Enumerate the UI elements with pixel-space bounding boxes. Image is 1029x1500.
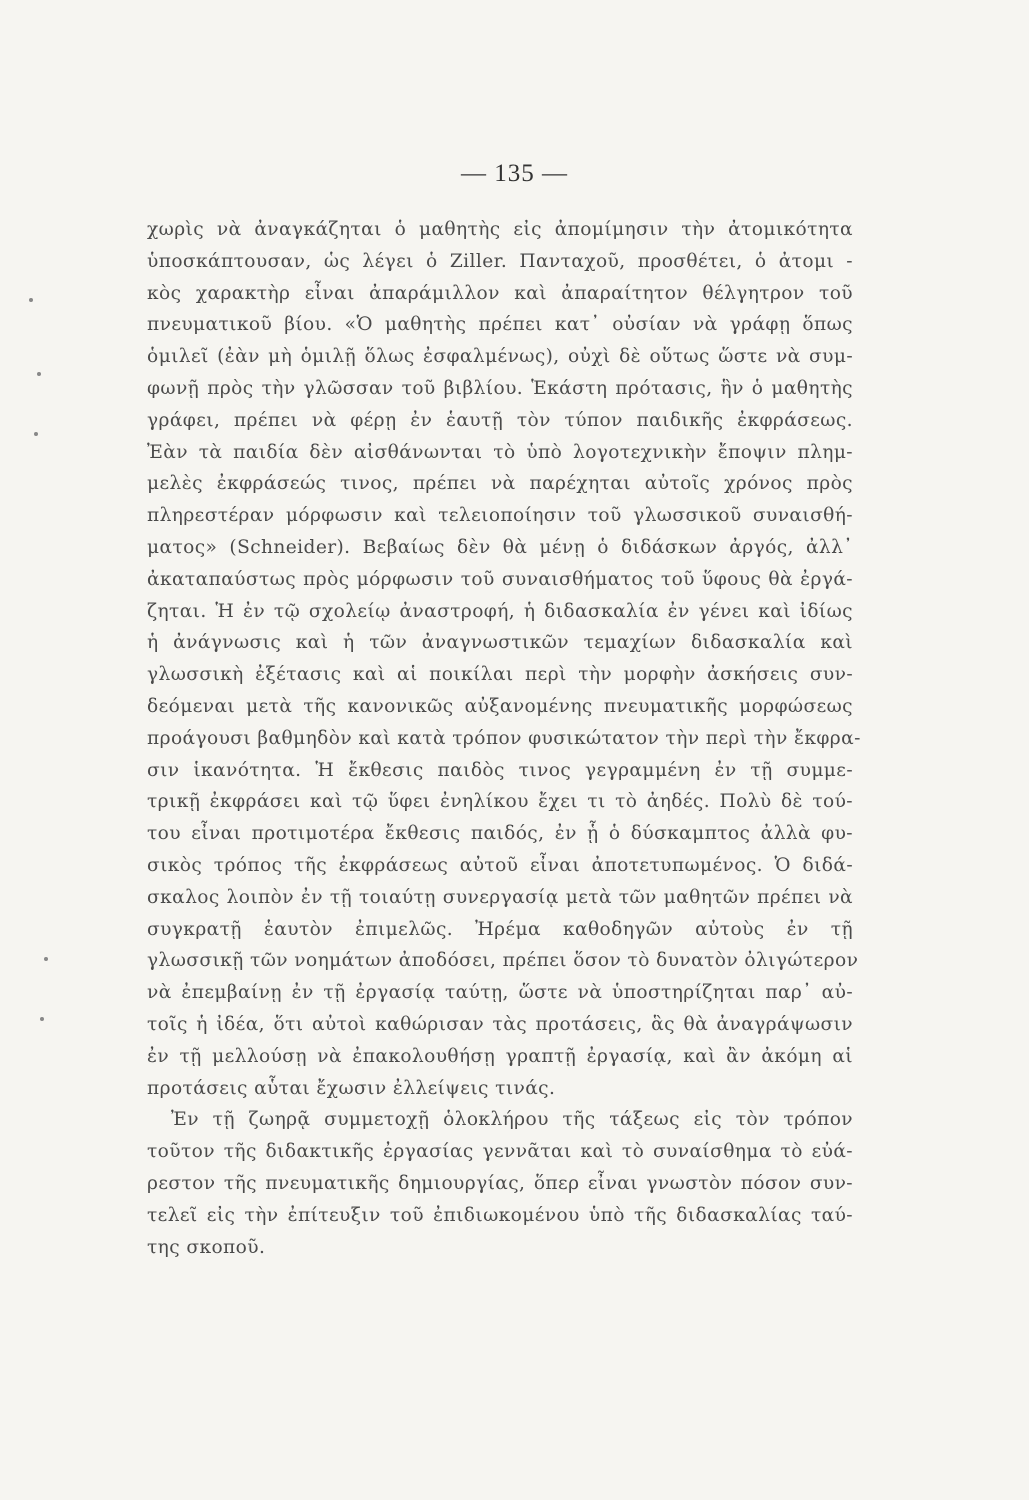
- body-text: [147, 214, 861, 1263]
- text-line: τοῖς ἡ ἰδέα, ὅτι αὐτοὶ καθώρισαν τὰς προτάσεις, ἃς θὰ ἀναγράψωσιν: [147, 1013, 853, 1035]
- text-line: τρικῇ ἐκφράσει καὶ τῷ ὕφει ἐνηλίκου ἔχει τι τὸ ἀηδές. Πολὺ δὲ τού-: [147, 791, 853, 813]
- text-line: γλωσσικὴ ἐξέτασις καὶ αἱ ποικίλαι περὶ τὴν μορφὴν ἀσκήσεις συν-: [147, 664, 853, 686]
- text-line: συγκρατῇ ἑαυτὸν ἐπιμελῶς. Ἠρέμα καθοδηγῶν αὐτοὺς ἐν τῇ: [147, 918, 853, 940]
- text-line: προάγουσι βαθμηδὸν καὶ κατὰ τρόπον φυσικώτατον τὴν περὶ τὴν ἔκφρα-: [147, 727, 861, 749]
- text-line: πνευματικοῦ βίου. «Ὁ μαθητὴς πρέπει κατ᾽ οὐσίαν νὰ γράφῃ ὅπως: [147, 314, 853, 336]
- text-line: τελεῖ εἰς τὴν ἐπίτευξιν τοῦ ἐπιδιωκομένου ὑπὸ τῆς διδασκαλίας ταύ-: [147, 1204, 853, 1226]
- text-line: προτάσεις αὗται ἔχωσιν ἐλλείψεις τινάς.: [147, 1077, 556, 1099]
- text-line: κὸς χαρακτὴρ εἶναι ἀπαράμιλλον καὶ ἀπαραίτητον θέλγητρον τοῦ: [147, 282, 853, 304]
- text-line: γλωσσικῇ τῶν νοημάτων ἀποδόσει, πρέπει ὅσον τὸ δυνατὸν ὀλιγώτερον: [147, 950, 859, 972]
- text-line: ἡ ἀνάγνωσις καὶ ἡ τῶν ἀναγνωστικῶν τεμαχίων διδασκαλία καὶ: [147, 632, 853, 654]
- text-line: Ἐν τῇ ζωηρᾷ συμμετοχῇ ὁλοκλήρου τῆς τάξεως εἰς τὸν τρόπον: [171, 1109, 853, 1131]
- scan-speck: [29, 298, 33, 302]
- text-line: ἐν τῇ μελλούσῃ νὰ ἐπακολουθήσῃ γραπτῇ ἐργασίᾳ, καὶ ἂν ἀκόμη αἱ: [147, 1045, 853, 1067]
- text-line: ὁμιλεῖ (ἐὰν μὴ ὁμιλῇ ὅλως ἐσφαλμένως), οὐχὶ δὲ οὕτως ὥστε νὰ συμ-: [147, 346, 853, 368]
- text-line: δεόμεναι μετὰ τῆς κανονικῶς αὐξανομένης πνευματικῆς μορφώσεως: [147, 695, 853, 717]
- paragraph-1: [147, 214, 861, 1104]
- text-line: της σκοποῦ.: [147, 1236, 266, 1258]
- text-line: φωνῇ πρὸς τὴν γλῶσσαν τοῦ βιβλίου. Ἑκάστη πρότασις, ἣν ὁ μαθητὴς: [147, 377, 853, 399]
- page-number: — 135 —: [461, 160, 568, 187]
- scan-speck: [44, 957, 48, 961]
- paragraph-2: [147, 1104, 853, 1263]
- text-line: ὑποσκάπτουσαν, ὡς λέγει ὁ Ziller. Πανταχοῦ, προσθέτει, ὁ ἀτομι -: [147, 250, 853, 272]
- text-line: νὰ ἐπεμβαίνῃ ἐν τῇ ἐργασίᾳ ταύτῃ, ὥστε νὰ ὑποστηρίζηται παρ᾽ αὐ-: [147, 982, 853, 1004]
- scan-speck: [37, 372, 41, 376]
- text-line: γράφει, πρέπει νὰ φέρῃ ἐν ἑαυτῇ τὸν τύπον παιδικῆς ἐκφράσεως.: [147, 409, 853, 431]
- text-line: ρεστον τῆς πνευματικῆς δημιουργίας, ὅπερ εἶναι γνωστὸν πόσον συν-: [147, 1172, 853, 1194]
- text-line: χωρὶς νὰ ἀναγκάζηται ὁ μαθητὴς εἰς ἀπομίμησιν τὴν ἀτομικότητα: [147, 219, 853, 240]
- text-line: τοῦτον τῆς διδακτικῆς ἐργασίας γεννᾶται καὶ τὸ συναίσθημα τὸ εὐά-: [147, 1141, 853, 1163]
- text-line: σκαλος λοιπὸν ἐν τῇ τοιαύτῃ συνεργασίᾳ μετὰ τῶν μαθητῶν πρέπει νὰ: [147, 886, 853, 908]
- scan-speck: [40, 1017, 44, 1021]
- text-line: ἀκαταπαύστως πρὸς μόρφωσιν τοῦ συναισθήματος τοῦ ὕφους θὰ ἐργά-: [147, 568, 853, 590]
- text-line: του εἶναι προτιμοτέρα ἔκθεσις παιδός, ἐν ᾗ ὁ δύσκαμπτος ἀλλὰ φυ-: [147, 823, 853, 845]
- text-line: μελὲς ἐκφράσεώς τινος, πρέπει νὰ παρέχηται αὐτοῖς χρόνος πρὸς: [147, 473, 853, 495]
- text-line: πληρεστέραν μόρφωσιν καὶ τελειοποίησιν τοῦ γλωσσικοῦ συναισθή-: [147, 505, 853, 527]
- text-line: σικὸς τρόπος τῆς ἐκφράσεως αὐτοῦ εἶναι ἀποτετυπωμένος. Ὁ διδά-: [147, 854, 853, 876]
- text-line: Ἐὰν τὰ παιδία δὲν αἰσθάνωνται τὸ ὑπὸ λογοτεχνικὴν ἔποψιν πλημ-: [147, 441, 853, 463]
- scan-speck: [34, 432, 38, 436]
- text-line: ματος» (Schneider). Βεβαίως δὲν θὰ μένῃ ὁ διδάσκων ἀργός, ἀλλ᾽: [147, 536, 853, 558]
- text-line: ζηται. Ἡ ἐν τῷ σχολείῳ ἀναστροφή, ἡ διδασκαλία ἐν γένει καὶ ἰδίως: [147, 600, 853, 622]
- text-line: σιν ἱκανότητα. Ἡ ἔκθεσις παιδὸς τινος γεγραμμένη ἐν τῇ συμμε-: [147, 759, 853, 781]
